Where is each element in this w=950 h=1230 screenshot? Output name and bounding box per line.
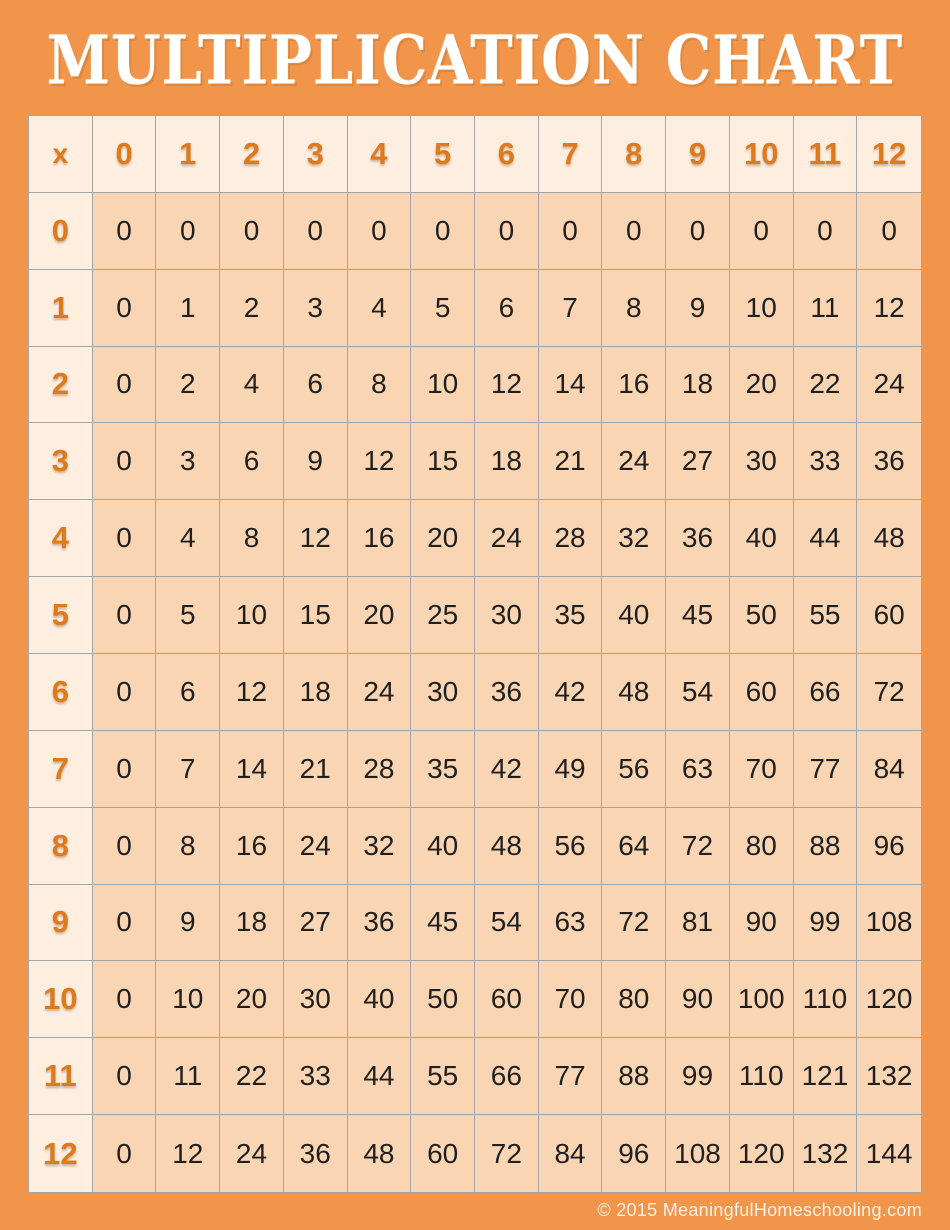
table-cell: 63 (666, 731, 730, 808)
table-cell: 60 (411, 1115, 475, 1192)
table-cell: 4 (156, 500, 220, 577)
table-cell: 21 (539, 423, 603, 500)
table-cell: 0 (156, 193, 220, 270)
table-cell: 0 (93, 423, 157, 500)
table-cell: 12 (156, 1115, 220, 1192)
table-cell: 0 (93, 808, 157, 885)
table-cell: 35 (411, 731, 475, 808)
table-cell: 40 (602, 577, 666, 654)
table-cell: 50 (411, 961, 475, 1038)
table-cell: 64 (602, 808, 666, 885)
table-cell: 11 (794, 270, 858, 347)
table-cell: 32 (602, 500, 666, 577)
table-cell: 70 (539, 961, 603, 1038)
table-cell: 45 (666, 577, 730, 654)
column-header: 7 (539, 116, 603, 193)
column-header: 1 (156, 116, 220, 193)
table-cell: 24 (284, 808, 348, 885)
table-cell: 24 (475, 500, 539, 577)
table-cell: 108 (666, 1115, 730, 1192)
table-cell: 7 (539, 270, 603, 347)
table-cell: 44 (348, 1038, 412, 1115)
table-cell: 10 (411, 347, 475, 424)
table-cell: 90 (666, 961, 730, 1038)
table-cell: 2 (220, 270, 284, 347)
table-cell: 77 (794, 731, 858, 808)
table-cell: 15 (284, 577, 348, 654)
table-cell: 60 (730, 654, 794, 731)
table-cell: 35 (539, 577, 603, 654)
table-cell: 48 (475, 808, 539, 885)
table-cell: 24 (348, 654, 412, 731)
table-cell: 0 (93, 885, 157, 962)
table-cell: 33 (794, 423, 858, 500)
table-cell: 30 (730, 423, 794, 500)
table-cell: 5 (411, 270, 475, 347)
table-cell: 49 (539, 731, 603, 808)
table-cell: 30 (411, 654, 475, 731)
table-cell: 132 (857, 1038, 921, 1115)
table-cell: 11 (156, 1038, 220, 1115)
row-header: 2 (29, 347, 93, 424)
table-cell: 55 (411, 1038, 475, 1115)
table-cell: 36 (666, 500, 730, 577)
table-cell: 16 (348, 500, 412, 577)
table-cell: 48 (857, 500, 921, 577)
table-cell: 27 (284, 885, 348, 962)
column-header: 3 (284, 116, 348, 193)
table-cell: 9 (666, 270, 730, 347)
table-cell: 6 (220, 423, 284, 500)
table-cell: 8 (602, 270, 666, 347)
table-cell: 10 (156, 961, 220, 1038)
table-cell: 81 (666, 885, 730, 962)
table-cell: 72 (857, 654, 921, 731)
table-cell: 5 (156, 577, 220, 654)
table-cell: 4 (348, 270, 412, 347)
column-header: 10 (730, 116, 794, 193)
table-cell: 25 (411, 577, 475, 654)
table-cell: 3 (156, 423, 220, 500)
table-cell: 72 (602, 885, 666, 962)
table-cell: 54 (475, 885, 539, 962)
table-cell: 48 (348, 1115, 412, 1192)
table-cell: 24 (857, 347, 921, 424)
table-cell: 1 (156, 270, 220, 347)
table-cell: 28 (539, 500, 603, 577)
table-cell: 0 (411, 193, 475, 270)
table-cell: 0 (857, 193, 921, 270)
table-cell: 88 (794, 808, 858, 885)
table-cell: 45 (411, 885, 475, 962)
table-cell: 22 (220, 1038, 284, 1115)
column-header: 2 (220, 116, 284, 193)
table-cell: 6 (475, 270, 539, 347)
table-cell: 18 (220, 885, 284, 962)
table-cell: 72 (475, 1115, 539, 1192)
table-cell: 18 (666, 347, 730, 424)
row-header: 6 (29, 654, 93, 731)
table-cell: 80 (730, 808, 794, 885)
table-cell: 20 (411, 500, 475, 577)
column-header: 11 (794, 116, 858, 193)
table-cell: 0 (730, 193, 794, 270)
column-header: 12 (857, 116, 921, 193)
table-cell: 0 (348, 193, 412, 270)
column-header: 8 (602, 116, 666, 193)
table-cell: 54 (666, 654, 730, 731)
table-cell: 16 (220, 808, 284, 885)
table-cell: 84 (539, 1115, 603, 1192)
table-cell: 0 (93, 1115, 157, 1192)
table-cell: 30 (284, 961, 348, 1038)
table-cell: 40 (348, 961, 412, 1038)
table-cell: 70 (730, 731, 794, 808)
table-cell: 72 (666, 808, 730, 885)
table-cell: 14 (539, 347, 603, 424)
table-cell: 0 (93, 193, 157, 270)
table-cell: 10 (730, 270, 794, 347)
row-header: 8 (29, 808, 93, 885)
table-cell: 36 (284, 1115, 348, 1192)
table-cell: 24 (220, 1115, 284, 1192)
table-cell: 15 (411, 423, 475, 500)
table-cell: 12 (857, 270, 921, 347)
table-cell: 108 (857, 885, 921, 962)
table-cell: 110 (794, 961, 858, 1038)
table-cell: 120 (730, 1115, 794, 1192)
table-cell: 32 (348, 808, 412, 885)
table-cell: 10 (220, 577, 284, 654)
table-cell: 12 (475, 347, 539, 424)
table-cell: 36 (857, 423, 921, 500)
table-cell: 12 (220, 654, 284, 731)
table-cell: 24 (602, 423, 666, 500)
table-cell: 132 (794, 1115, 858, 1192)
table-cell: 60 (857, 577, 921, 654)
table-cell: 27 (666, 423, 730, 500)
table-cell: 18 (284, 654, 348, 731)
table-cell: 18 (475, 423, 539, 500)
column-header: 5 (411, 116, 475, 193)
table-cell: 84 (857, 731, 921, 808)
table-cell: 0 (794, 193, 858, 270)
table-cell: 110 (730, 1038, 794, 1115)
row-header: 10 (29, 961, 93, 1038)
column-header: 9 (666, 116, 730, 193)
table-cell: 99 (666, 1038, 730, 1115)
table-cell: 60 (475, 961, 539, 1038)
table-cell: 22 (794, 347, 858, 424)
table-cell: 0 (93, 731, 157, 808)
table-cell: 66 (794, 654, 858, 731)
table-cell: 12 (348, 423, 412, 500)
table-cell: 63 (539, 885, 603, 962)
table-cell: 99 (794, 885, 858, 962)
table-cell: 30 (475, 577, 539, 654)
table-cell: 42 (475, 731, 539, 808)
row-header: 0 (29, 193, 93, 270)
row-header: 3 (29, 423, 93, 500)
table-cell: 80 (602, 961, 666, 1038)
row-header: 12 (29, 1115, 93, 1192)
table-cell: 44 (794, 500, 858, 577)
table-cell: 6 (156, 654, 220, 731)
table-cell: 14 (220, 731, 284, 808)
table-cell: 20 (220, 961, 284, 1038)
row-header: 9 (29, 885, 93, 962)
corner-header: x (29, 116, 93, 193)
table-cell: 77 (539, 1038, 603, 1115)
table-cell: 8 (220, 500, 284, 577)
table-cell: 2 (156, 347, 220, 424)
table-cell: 0 (93, 1038, 157, 1115)
row-header: 11 (29, 1038, 93, 1115)
table-cell: 0 (93, 961, 157, 1038)
row-header: 4 (29, 500, 93, 577)
table-cell: 120 (857, 961, 921, 1038)
table-cell: 12 (284, 500, 348, 577)
table-cell: 48 (602, 654, 666, 731)
table-cell: 88 (602, 1038, 666, 1115)
column-header: 6 (475, 116, 539, 193)
table-cell: 0 (93, 654, 157, 731)
table-cell: 36 (348, 885, 412, 962)
table-cell: 6 (284, 347, 348, 424)
table-cell: 36 (475, 654, 539, 731)
table-cell: 8 (156, 808, 220, 885)
table-cell: 16 (602, 347, 666, 424)
table-cell: 4 (220, 347, 284, 424)
table-cell: 56 (602, 731, 666, 808)
table-cell: 0 (93, 270, 157, 347)
table-cell: 66 (475, 1038, 539, 1115)
table-cell: 0 (93, 577, 157, 654)
table-cell: 0 (220, 193, 284, 270)
table-cell: 20 (348, 577, 412, 654)
table-cell: 0 (93, 500, 157, 577)
table-cell: 55 (794, 577, 858, 654)
table-cell: 0 (93, 347, 157, 424)
table-cell: 8 (348, 347, 412, 424)
table-cell: 42 (539, 654, 603, 731)
table-cell: 9 (284, 423, 348, 500)
page-title: MULTIPLICATION CHART (46, 20, 904, 100)
table-cell: 144 (857, 1115, 921, 1192)
table-cell: 21 (284, 731, 348, 808)
row-header: 5 (29, 577, 93, 654)
table-cell: 96 (857, 808, 921, 885)
table-cell: 40 (730, 500, 794, 577)
table-cell: 40 (411, 808, 475, 885)
table-cell: 56 (539, 808, 603, 885)
table-cell: 20 (730, 347, 794, 424)
table-cell: 28 (348, 731, 412, 808)
table-cell: 0 (602, 193, 666, 270)
multiplication-table (28, 115, 922, 1193)
table-cell: 7 (156, 731, 220, 808)
table-cell: 96 (602, 1115, 666, 1192)
row-header: 1 (29, 270, 93, 347)
table-cell: 0 (284, 193, 348, 270)
table-cell: 121 (794, 1038, 858, 1115)
table-cell: 100 (730, 961, 794, 1038)
column-header: 4 (348, 116, 412, 193)
table-cell: 0 (475, 193, 539, 270)
table-cell: 50 (730, 577, 794, 654)
column-header: 0 (93, 116, 157, 193)
table-cell: 9 (156, 885, 220, 962)
row-header: 7 (29, 731, 93, 808)
table-cell: 33 (284, 1038, 348, 1115)
copyright-text: © 2015 MeaningfulHomeschooling.com (597, 1200, 922, 1220)
table-cell: 3 (284, 270, 348, 347)
table-cell: 0 (539, 193, 603, 270)
table-cell: 90 (730, 885, 794, 962)
table-cell: 0 (666, 193, 730, 270)
